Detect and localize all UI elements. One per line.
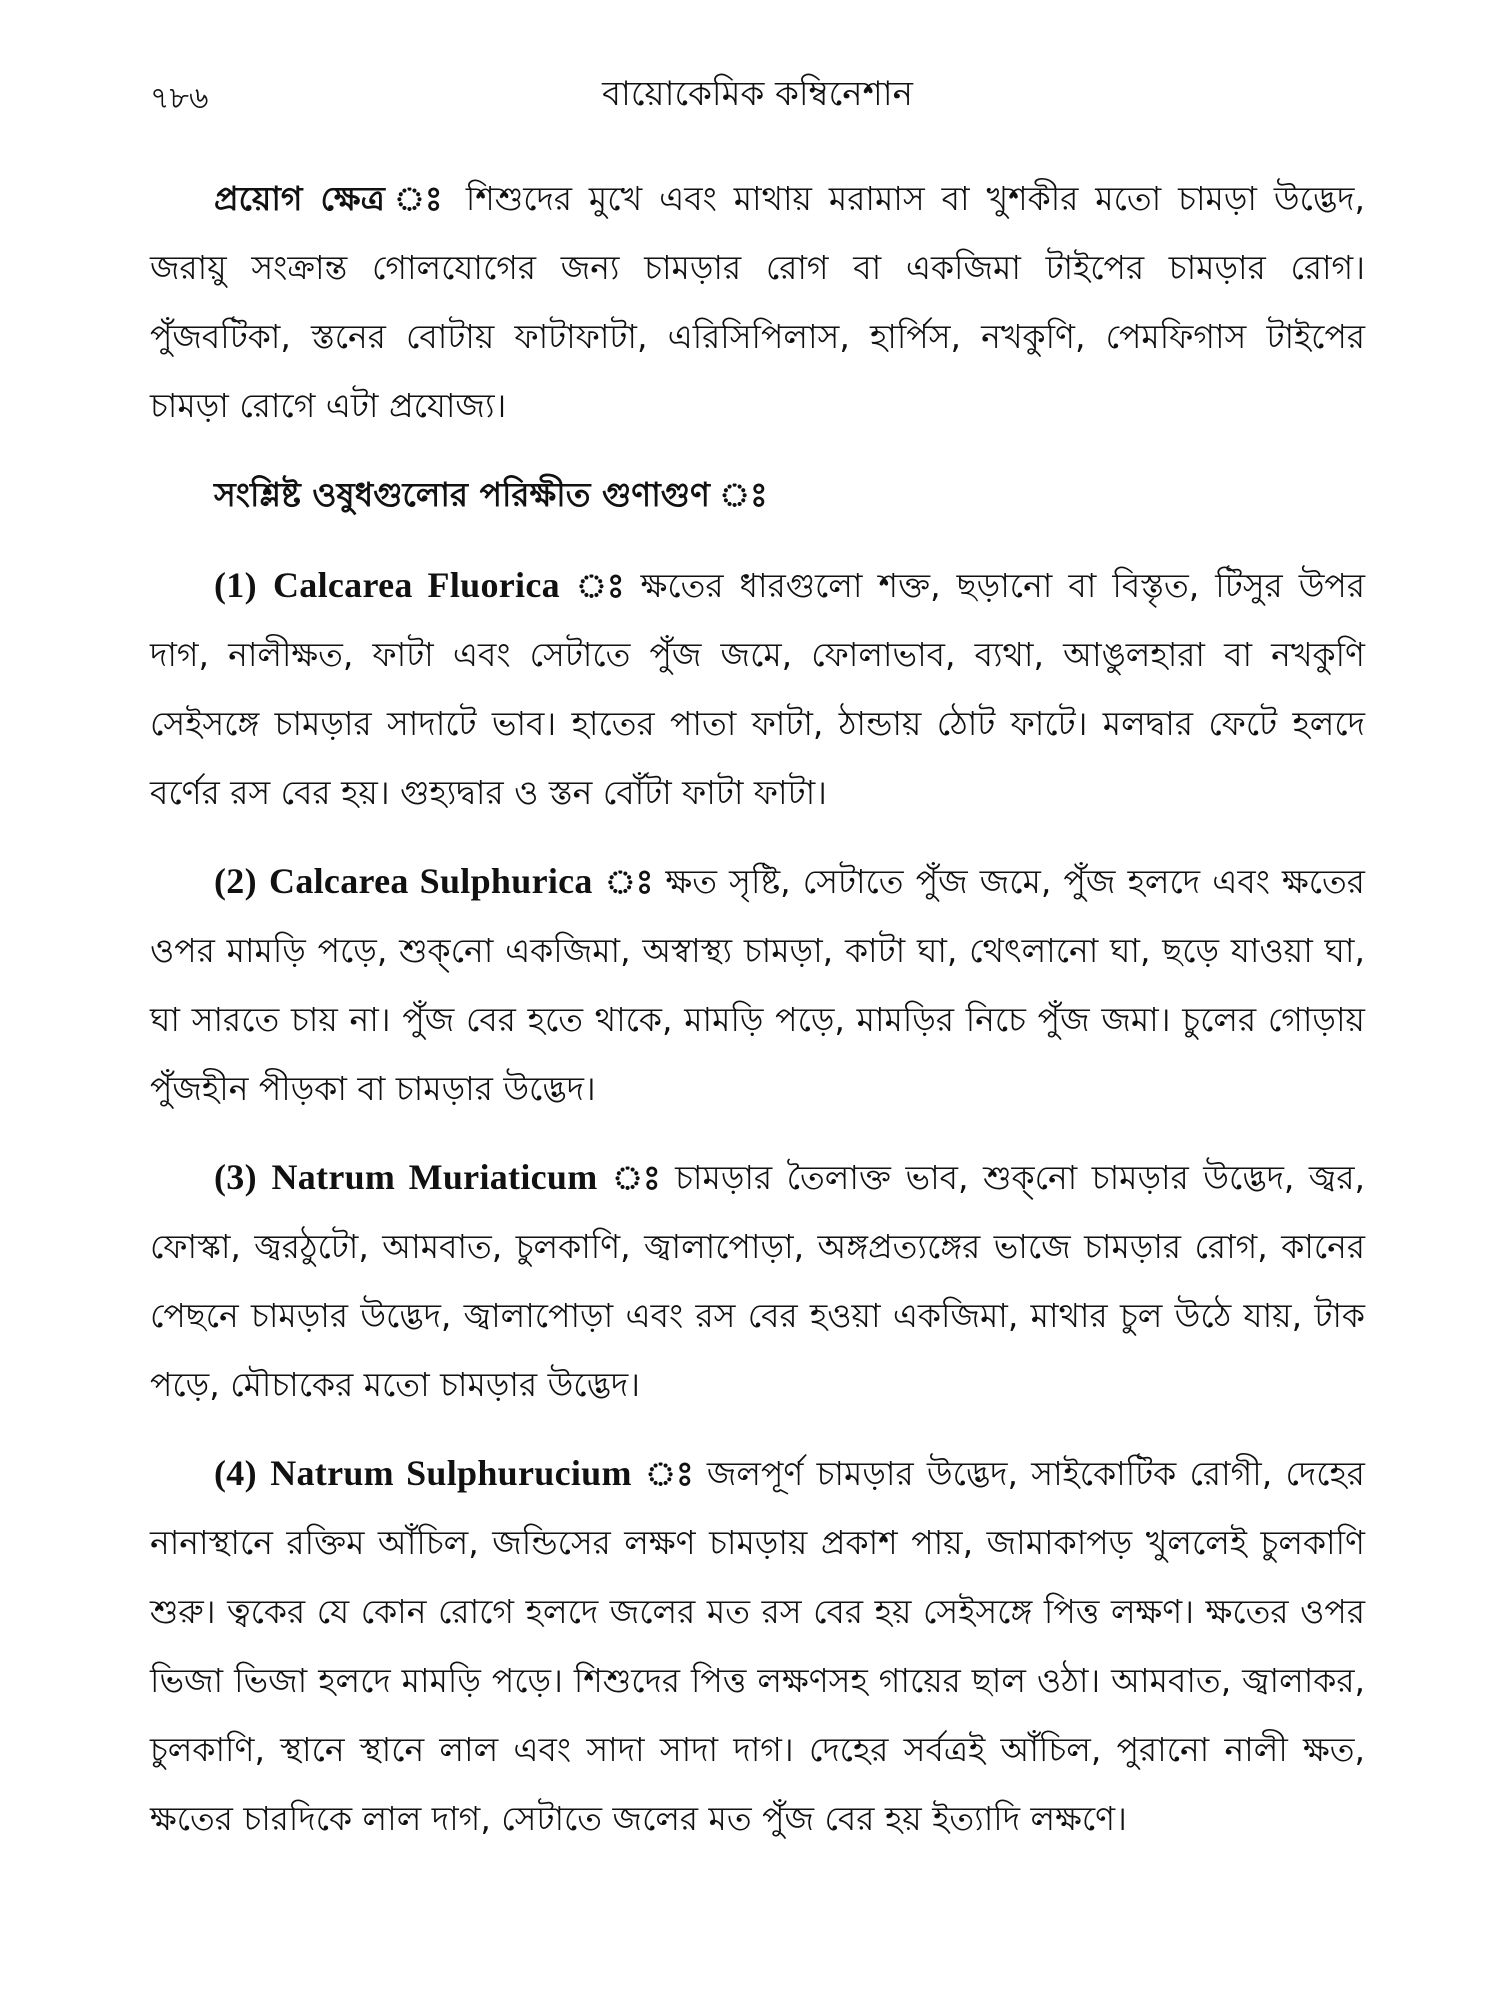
remedy-paragraph-2 xyxy=(150,847,1365,1123)
usage-paragraph xyxy=(150,164,1365,440)
remedy-number: (4) xyxy=(214,1453,257,1493)
remedy-separator: ঃ xyxy=(612,1158,661,1197)
page-number: ৭৮৬ xyxy=(150,81,209,116)
remedy-paragraph-3 xyxy=(150,1143,1365,1419)
remedy-description: ক্ষতের ধারগুলো শক্ত, ছড়ানো বা বিস্তৃত, টিসুর উপর দাগ, নালীক্ষত, ফাটা এবং সেটাতে পুঁজ জমে, ফোলাভাব, ব্যথা, আঙুলহারা বা নখকুণি সেইসঙ্গে চামড়ার সাদাটে ভাব। হাতের পাতা ফাটা, ঠান্ডায় ঠোট ফাটে। মলদ্বার ফেটে হলদে বর্ণের রস বের হয়। গুহ্যদ্বার ও স্তন বোঁটা ফাটা ফাটা। xyxy=(150,566,1365,812)
remedy-paragraph-1 xyxy=(150,551,1365,827)
remedy-description: ক্ষত সৃষ্টি, সেটাতে পুঁজ জমে, পুঁজ হলদে এবং ক্ষতের ওপর মামড়ি পড়ে, শুক্‌নো একজিমা, অস্বাস্থ্য চামড়া, কাটা ঘা, থেৎলানো ঘা, ছড়ে যাওয়া ঘা, ঘা সারতে চায় না। পুঁজ বের হতে থাকে, মামড়ি পড়ে, মামড়ির নিচে পুঁজ জমা। চুলের গোড়ায় পুঁজহীন পীড়কা বা চামড়ার উদ্ভেদ। xyxy=(150,862,1365,1108)
remedy-number: (2) xyxy=(214,861,257,901)
remedy-separator: ঃ xyxy=(645,1454,694,1493)
remedy-name: Natrum Muriaticum xyxy=(271,1157,598,1197)
running-title: বায়োকেমিক কম্বিনেশান xyxy=(602,74,913,114)
page-header xyxy=(150,60,1365,124)
remedy-name: Calcarea Sulphurica xyxy=(269,861,593,901)
remedy-description: জলপূর্ণ চামড়ার উদ্ভেদ, সাইকোটিক রোগী, দেহের নানাস্থানে রক্তিম আঁচিল, জন্ডিসের লক্ষণ চামড়ায় প্রকাশ পায়, জামাকাপড় খুললেই চুলকাণি শুরু। ত্বকের যে কোন রোগে হলদে জলের মত রস বের হয় সেইসঙ্গে পিত্ত লক্ষণ। ক্ষতের ওপর ভিজা ভিজা হলদে মামড়ি পড়ে। শিশুদের পিত্ত লক্ষণসহ গায়ের ছাল ওঠা। আমবাত, জ্বালাকর, চুলকাণি, স্থানে স্থানে লাল এবং সাদা সাদা দাগ। দেহের সর্বত্রই আঁচিল, পুরানো নালী ক্ষত, ক্ষতের চারদিকে লাল দাগ, সেটাতে জলের মত পুঁজ বের হয় ইত্যাদি লক্ষণে। xyxy=(150,1454,1365,1838)
usage-lead: প্রয়োগ ক্ষেত্র ঃ xyxy=(214,179,449,218)
remedy-name: Calcarea Fluorica xyxy=(272,565,560,605)
remedy-description: চামড়ার তৈলাক্ত ভাব, শুক্‌নো চামড়ার উদ্ভেদ, জ্বর, ফোস্কা, জ্বরঠুটো, আমবাত, চুলকাণি, জ্বালাপোড়া, অঙ্গপ্রত্যঙ্গের ভাজে চামড়ার রোগ, কানের পেছনে চামড়ার উদ্ভেদ, জ্বালাপোড়া এবং রস বের হওয়া একজিমা, মাথার চুল উঠে যায়, টাক পড়ে, মৌচাকের মতো চামড়ার উদ্ভেদ। xyxy=(150,1158,1365,1404)
remedy-separator: ঃ xyxy=(576,566,625,605)
properties-heading: সংশ্লিষ্ট ওষুধগুলোর পরিক্ষীত গুণাগুণ ঃ xyxy=(214,475,768,514)
remedy-name: Natrum Sulphurucium xyxy=(270,1453,632,1493)
remedy-number: (1) xyxy=(214,565,257,605)
usage-text: শিশুদের মুখে এবং মাথায় মরামাস বা খুশকীর মতো চামড়া উদ্ভেদ, জরায়ু সংক্রান্ত গোলযোগের জন্য চামড়ার রোগ বা একজিমা টাইপের চামড়ার রোগ। পুঁজবটিকা, স্তনের বোটায় ফাটাফাটা, এরিসিপিলাস, হার্পিস, নখকুণি, পেমফিগাস টাইপের চামড়া রোগে এটা প্রযোজ্য। xyxy=(150,179,1365,425)
remedy-separator: ঃ xyxy=(604,862,654,901)
remedy-paragraph-4 xyxy=(150,1439,1365,1853)
remedy-number: (3) xyxy=(214,1157,257,1197)
